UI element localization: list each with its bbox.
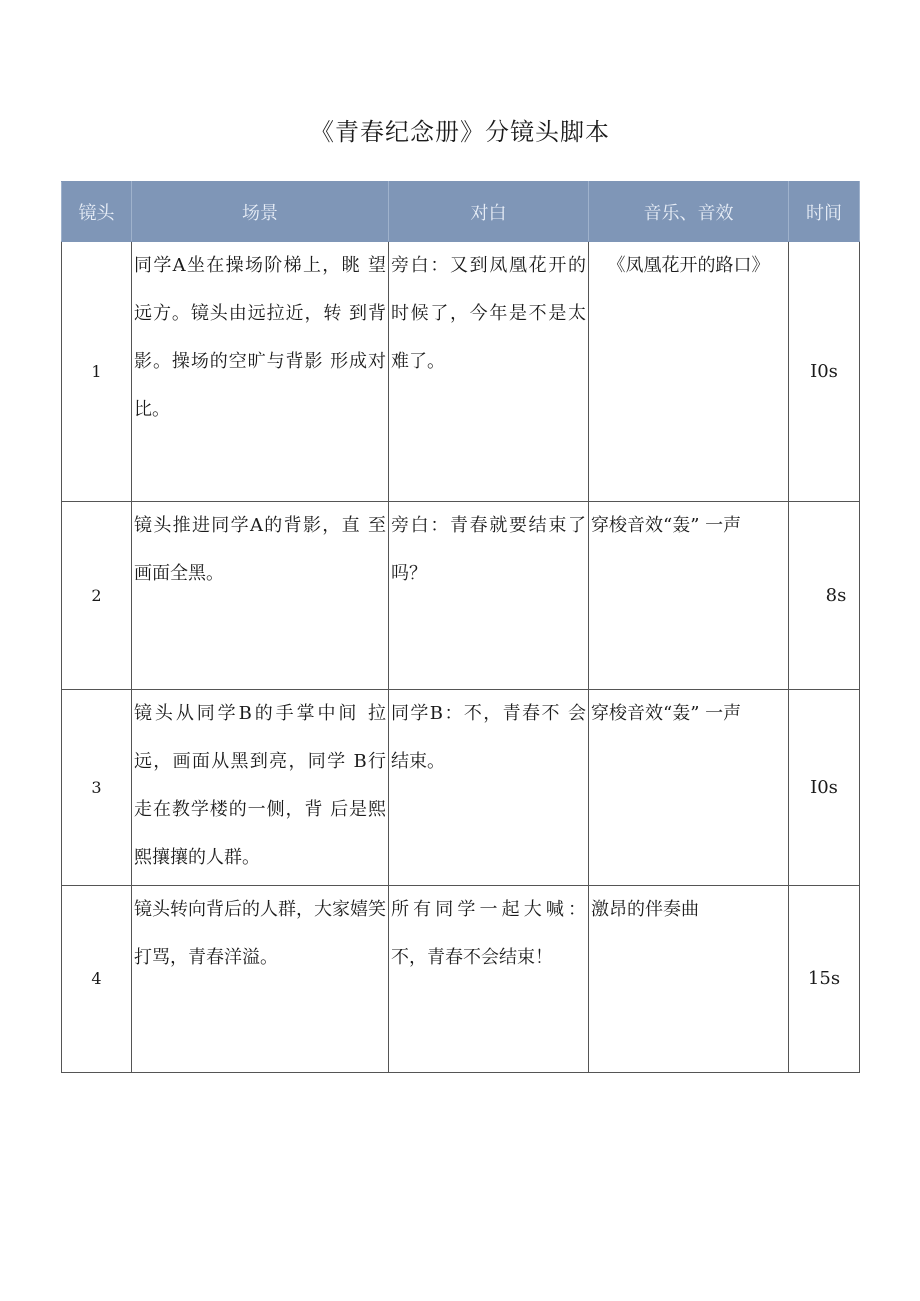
table-row: [62, 242, 860, 502]
header-music: 音乐、音效: [589, 182, 789, 242]
shot-number: 2: [62, 502, 132, 690]
dialog-cell: 旁白：青春就要结束了吗？: [389, 502, 589, 690]
shot-number: 4: [62, 886, 132, 1073]
header-shot: 镜头: [62, 182, 132, 242]
dialog-cell: 旁白：又到凤凰花开的时候了，今年是不是太难了。: [389, 242, 589, 502]
table-header-row: [62, 182, 860, 242]
time-cell: 8s: [789, 502, 860, 690]
storyboard-table: [61, 181, 860, 1073]
table-row: [62, 502, 860, 690]
scene-cell: 镜头从同学B的手掌中间 拉远，画面从黑到亮，同学 B行走在教学楼的一侧，背 后是熙熙攘攘的人群。: [132, 690, 389, 886]
table-row: [62, 690, 860, 886]
scene-cell: 同学A坐在操场阶梯上，眺 望远方。镜头由远拉近，转 到背影。操场的空旷与背影 形成对比。: [132, 242, 389, 502]
time-cell: 15s: [789, 886, 860, 1073]
header-dialog: 对白: [389, 182, 589, 242]
dialog-cell: 同学B：不，青春不 会结束。: [389, 690, 589, 886]
header-scene: 场景: [132, 182, 389, 242]
dialog-cell: 所有同学一起大喊：不，青春不会结束！: [389, 886, 589, 1073]
scene-cell: 镜头推进同学A的背影，直 至画面全黑。: [132, 502, 389, 690]
music-cell: 穿梭音效“轰” 一声: [589, 502, 789, 690]
music-cell: 《凤凰花开的路口》: [589, 242, 789, 502]
scene-cell: 镜头转向背后的人群，大家嬉笑打骂，青春洋溢。: [132, 886, 389, 1073]
time-cell: I0s: [789, 690, 860, 886]
music-cell: 激昂的伴奏曲: [589, 886, 789, 1073]
table-row: [62, 886, 860, 1073]
shot-number: 3: [62, 690, 132, 886]
shot-number: 1: [62, 242, 132, 502]
time-cell: I0s: [789, 242, 860, 502]
page-title: 《青春纪念册》分镜头脚本: [310, 118, 610, 146]
header-time: 时间: [789, 182, 860, 242]
music-cell: 穿梭音效“轰” 一声: [589, 690, 789, 886]
